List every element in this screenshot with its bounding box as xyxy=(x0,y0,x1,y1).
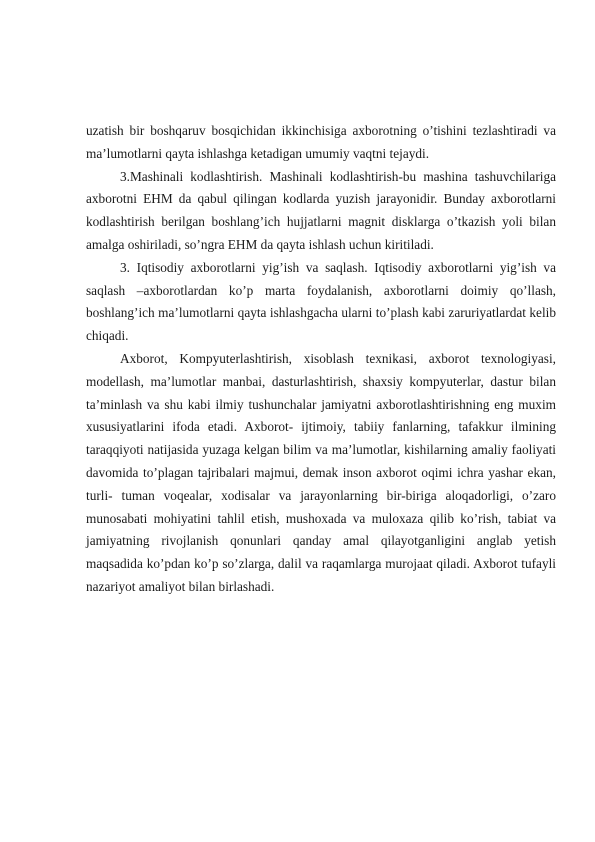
document-body xyxy=(86,120,556,599)
paragraph-data-collection: 3. Iqtisodiy axborotlarni yig’ish va saqlash. Iqtisodiy axborotlarni yig’ish va saqlash –axborotlardan ko’p marta foydalanish, axborotlarni doimiy qo’llash, boshlang’ich ma’lumotlarni qayta ishlashgacha ularni to’plash kabi zaruriyatlardat kelib chiqadi. xyxy=(86,259,556,344)
paragraph-continuation: uzatish bir boshqaruv bosqichidan ikkinchisiga axborotning o’tishini tezlashtiradi va ma’lumotlarni qayta ishlashga ketadigan umumiy vaqtni tejaydi. xyxy=(86,123,556,161)
paragraph-information-concepts: Axborot, Kompyuterlashtirish, xisoblash texnikasi, axborot texnologiyasi, modellash, ma’lumotlar manbai, dasturlashtirish, shaxsiy kompyuterlar, dastur bilan ta’minlash va shu kabi ilmiy tushunchalar jamiyatni axborotlashtirishning eng muxim xususiyatlarini ifoda etadi. Axborot- ijtimoiy, tabiiy fanlarning, tafakkur ilmining taraqqiyoti natijasida yuzaga kelgan bilim va ma’lumotlar, kishilarning amaliy faoliyati davomida to’plagan tajribalari majmui, demak inson axborot oqimi ichra yashar ekan, turli- tuman voqealar, xodisalar va jarayonlarning bir-biriga aloqadorligi, o’zaro munosabati mohiyatini tahlil etish, mushoxada va muloxaza qilib ko’rish, tabiat va jamiyatning rivojlanish qonunlari qanday amal qilayotganligini anglab yetish maqsadida ko’pdan ko’p so’zlarga, dalil va raqamlarga murojaat qiladi. Axborot tufayli nazariyot amaliyot bilan birlashadi. xyxy=(86,350,556,594)
paragraph-machine-coding: 3.Mashinali kodlashtirish. Mashinali kodlashtirish-bu mashina tashuvchilariga axborotni EHM da qabul qilingan kodlarda yuzish jarayonidir. Bunday axborotlarni kodlashtirish berilgan boshlang’ich hujjatlarni magnit disklarga o’tkazish yoli bilan amalga oshiriladi, so’ngra EHM da qayta ishlash uchun kiritiladi. xyxy=(86,168,556,252)
